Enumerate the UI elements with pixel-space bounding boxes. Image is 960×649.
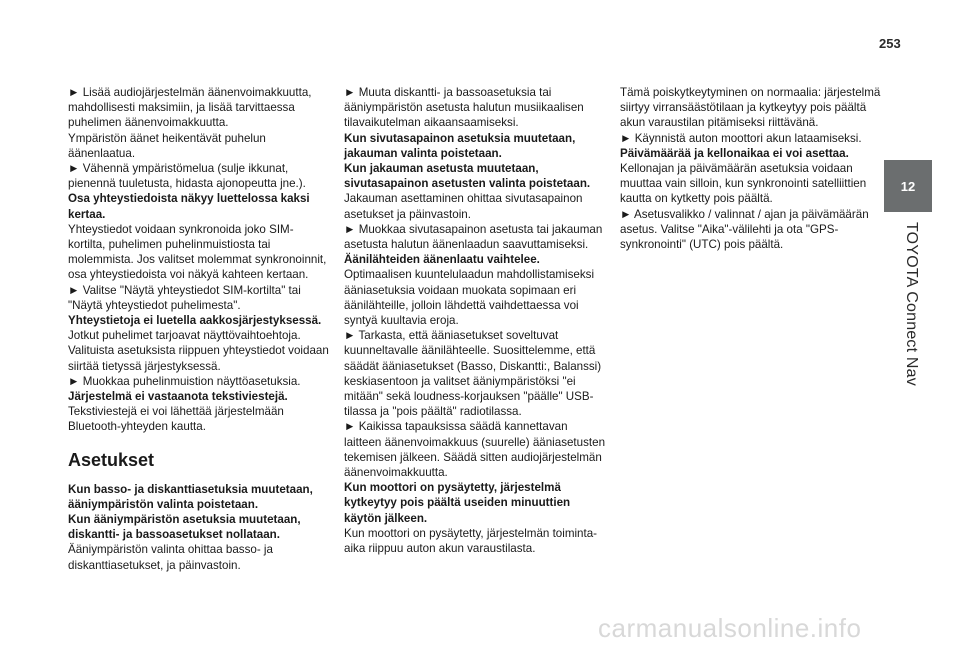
subheading: Kun basso- ja diskanttiasetuksia muutetaan, ääniympäristön valinta poistetaan. xyxy=(68,482,313,511)
subheading: Osa yhteystiedoista näkyy luettelossa kaksi kertaa. xyxy=(68,192,310,221)
chapter-tab: 12 xyxy=(884,160,932,212)
body-paragraph: ► Lisää audiojärjestelmän äänenvoimakkuutta, mahdollisesti maksimiin, ja lisää tarvittaessa puhelimen äänenvoimakkuutta. xyxy=(68,86,312,130)
body-paragraph: Ympäristön äänet heikentävät puhelun äänenlaatua. xyxy=(68,131,266,160)
subheading: Kun moottori on pysäytetty, järjestelmä kytkeytyy pois päältä useiden minuuttien käytön jälkeen. xyxy=(344,481,571,525)
body-paragraph: ► Tarkasta, että ääniasetukset soveltuvat kuunneltavalle äänilähteelle. Suosittelemme, että säädät ääniasetukset (Basso, Diskantti:, Balanssi) keskiasentoon ja valitset ääniympäristöksi "ei mitään" sekä loudness-korjauksen "päälle" USB-tilassa ja "pois päältä" radiotilassa. xyxy=(344,329,602,419)
body-paragraph: Kellonajan ja päivämäärän asetuksia voidaan muuttaa vain silloin, kun synkronointi satelliittien kautta on kytketty pois päältä. xyxy=(620,162,867,206)
body-paragraph: Ääniympäristön valinta ohittaa basso- ja diskanttiasetukset, ja päinvastoin. xyxy=(68,543,273,572)
body-paragraph: Yhteystiedot voidaan synkronoida joko SIM-kortilta, puhelimen puhelinmuistiosta tai molemmista. Jos valitset molemmat synkronoinnit, osa yhteystiedoista voi näkyä kahteen kertaan. xyxy=(68,222,327,282)
watermark: carmanualsonline.info xyxy=(598,613,862,643)
body-paragraph: ► Asetusvalikko / valinnat / ajan ja päivämäärän asetus. Valitse "Aika"-välilehti ja ota "GPS-synkronointi" (UTC) pois päältä. xyxy=(620,207,869,252)
text-column-2 xyxy=(344,85,606,556)
body-paragraph: ► Muuta diskantti- ja bassoasetuksia tai ääniympäristön asetusta halutun musiikaalisen tilavaikutelman aikaansaamiseksi. xyxy=(344,86,584,130)
body-paragraph: Tämä poiskytkeytyminen on normaalia: järjestelmä siirtyy virransäästötilaan ja kytkeytyy pois päältä akun varaustilan pitämiseksi riittävänä. xyxy=(620,86,881,130)
body-paragraph: Jotkut puhelimet tarjoavat näyttövaihtoehtoja. Valituista asetuksista riippuen yhteystiedot voidaan siirtää tietyssä järjestyksessä. xyxy=(68,329,329,373)
body-paragraph: ► Kaikissa tapauksissa säädä kannettavan laitteen äänenvoimakkuus (suurelle) ääniasetusten tekemisen jälkeen. Säädä sitten audiojärjestelmän äänenvoimakkuutta. xyxy=(344,420,606,480)
subheading: Yhteystietoja ei luetella aakkosjärjestyksessä. xyxy=(68,314,322,328)
subheading: Kun jakauman asetusta muutetaan, sivutasapainon asetusten valinta poistetaan. xyxy=(344,162,591,191)
chapter-title: TOYOTA Connect Nav xyxy=(903,222,920,386)
body-paragraph: ► Käynnistä auton moottori akun lataamiseksi. xyxy=(620,131,862,145)
subheading: Järjestelmä ei vastaanota tekstiviestejä. xyxy=(68,390,288,404)
body-paragraph: ► Valitse "Näytä yhteystiedot SIM-kortilta" tai "Näytä yhteystiedot puhelimesta". xyxy=(68,283,301,312)
subheading: Kun ääniympäristön asetuksia muutetaan, diskantti- ja bassoasetukset nollataan. xyxy=(68,513,301,542)
subheading: Äänilähteiden äänenlaatu vaihtelee. xyxy=(344,253,540,267)
body-paragraph: Tekstiviestejä ei voi lähettää järjestelmään Bluetooth-yhteyden kautta. xyxy=(68,405,284,434)
subheading: Päivämäärää ja kellonaikaa ei voi asettaa. xyxy=(620,146,849,160)
page-number: 253 xyxy=(879,36,901,51)
body-paragraph: Jakauman asettaminen ohittaa sivutasapainon asetukset ja päinvastoin. xyxy=(344,192,583,221)
body-paragraph: Kun moottori on pysäytetty, järjestelmän toiminta-aika riippuu auton akun varaustilasta. xyxy=(344,526,598,556)
body-paragraph: ► Vähennä ympäristömelua (sulje ikkunat, pienennä tuuletusta, hidasta ajonopeutta jne.). xyxy=(68,162,306,191)
text-column-3 xyxy=(620,85,882,252)
subheading: Kun sivutasapainon asetuksia muutetaan, jakauman valinta poistetaan. xyxy=(344,131,576,160)
body-paragraph: Optimaalisen kuuntelulaadun mahdollistamiseksi ääniasetuksia voidaan muokata sopimaan eri äänilähteille, jolloin lähdettä vaihdettaessa voi syntyä kuultavia eroja. xyxy=(344,268,595,328)
section-heading: Asetukset xyxy=(68,449,155,470)
body-paragraph: ► Muokkaa puhelinmuistion näyttöasetuksia. xyxy=(68,374,301,388)
body-paragraph: ► Muokkaa sivutasapainon asetusta tai jakauman asetusta halutun äänenlaadun saavuttamiseksi. xyxy=(344,222,603,252)
text-column-1 xyxy=(68,85,330,573)
